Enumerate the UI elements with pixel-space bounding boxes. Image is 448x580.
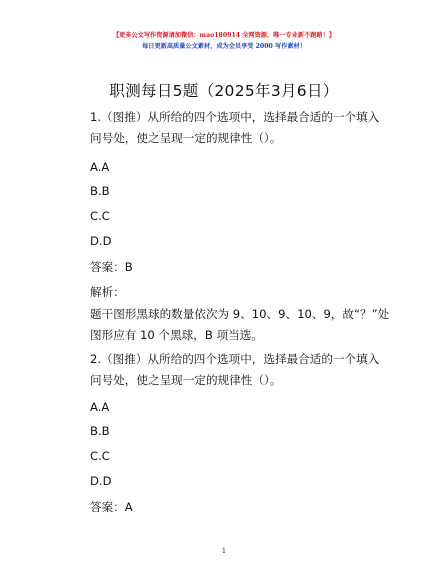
question-1-option-b: B.B xyxy=(90,184,110,198)
question-1-option-a: A.A xyxy=(90,160,110,174)
promo-banner-line1: 【更多公文写作资源请加微信：mao180914 全网资源，唯一专业新不跑路！】 xyxy=(112,32,336,39)
question-2-option-d: D.D xyxy=(90,474,112,488)
question-2-answer: 答案：A xyxy=(90,500,133,514)
page-number: 1 xyxy=(221,547,227,555)
question-1-option-c: C.C xyxy=(90,209,110,223)
question-1-analysis-label: 解析： xyxy=(90,285,125,299)
question-2-option-b: B.B xyxy=(90,424,110,438)
question-1-answer: 答案：B xyxy=(90,260,133,274)
page-title: 职测每日5题（2025年3月6日） xyxy=(109,82,339,100)
question-2-option-a: A.A xyxy=(90,400,110,414)
question-1-stem: 1.（图推）从所给的四个选项中，选择最合适的一个填入问号处，使之呈现一定的规律性（）。 xyxy=(90,110,380,145)
question-2-stem: 2.（图推）从所给的四个选项中，选择最合适的一个填入问号处，使之呈现一定的规律性（）。 xyxy=(90,352,380,387)
question-1-option-d: D.D xyxy=(90,234,112,248)
question-1-analysis: 题干图形黑球的数量依次为 9、10、9、10、9，故“？”处图形应有 10 个黑球，B 项当选。 xyxy=(90,307,390,342)
promo-banner-line2: 每日更新高质量公文素材，成为会员享受 2000 写作素材！ xyxy=(142,43,306,50)
question-2-option-c: C.C xyxy=(90,449,110,463)
